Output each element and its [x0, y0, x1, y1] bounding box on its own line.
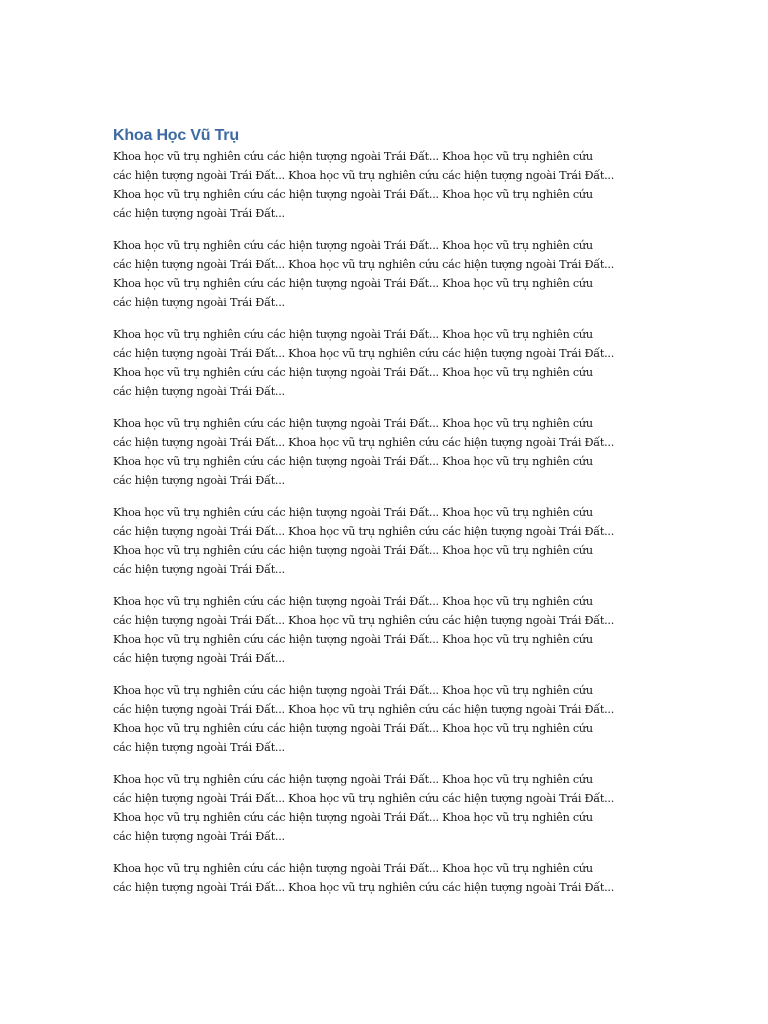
paragraph-line: Khoa học vũ trụ nghiên cứu các hiện tượng ngoài Trái Đất... Khoa học vũ trụ nghiên cứu — [113, 188, 593, 201]
document-title: Khoa Học Vũ Trụ — [113, 127, 239, 144]
paragraph-line: các hiện tượng ngoài Trái Đất... — [113, 296, 285, 309]
paragraph-line: Khoa học vũ trụ nghiên cứu các hiện tượng ngoài Trái Đất... Khoa học vũ trụ nghiên cứu — [113, 544, 593, 557]
paragraph-line: các hiện tượng ngoài Trái Đất... Khoa học vũ trụ nghiên cứu các hiện tượng ngoài Trái Đất... — [113, 525, 614, 538]
paragraph-line: các hiện tượng ngoài Trái Đất... — [113, 652, 285, 665]
paragraph-line: Khoa học vũ trụ nghiên cứu các hiện tượng ngoài Trái Đất... Khoa học vũ trụ nghiên cứu — [113, 773, 593, 786]
paragraph — [113, 325, 673, 401]
paragraph-line: các hiện tượng ngoài Trái Đất... Khoa học vũ trụ nghiên cứu các hiện tượng ngoài Trái Đất... — [113, 169, 614, 182]
paragraph — [113, 147, 673, 223]
paragraph-line: Khoa học vũ trụ nghiên cứu các hiện tượng ngoài Trái Đất... Khoa học vũ trụ nghiên cứu — [113, 328, 593, 341]
paragraph-line: Khoa học vũ trụ nghiên cứu các hiện tượng ngoài Trái Đất... Khoa học vũ trụ nghiên cứu — [113, 633, 593, 646]
paragraph-line: các hiện tượng ngoài Trái Đất... Khoa học vũ trụ nghiên cứu các hiện tượng ngoài Trái Đất... — [113, 258, 614, 271]
paragraph — [113, 681, 673, 757]
paragraph-line: các hiện tượng ngoài Trái Đất... Khoa học vũ trụ nghiên cứu các hiện tượng ngoài Trái Đất... — [113, 881, 614, 894]
paragraph-line: Khoa học vũ trụ nghiên cứu các hiện tượng ngoài Trái Đất... Khoa học vũ trụ nghiên cứu — [113, 811, 593, 824]
paragraph — [113, 414, 673, 490]
paragraph-line: Khoa học vũ trụ nghiên cứu các hiện tượng ngoài Trái Đất... Khoa học vũ trụ nghiên cứu — [113, 722, 593, 735]
paragraph-line: Khoa học vũ trụ nghiên cứu các hiện tượng ngoài Trái Đất... Khoa học vũ trụ nghiên cứu — [113, 684, 593, 697]
paragraph — [113, 236, 673, 312]
paragraph-line: Khoa học vũ trụ nghiên cứu các hiện tượng ngoài Trái Đất... Khoa học vũ trụ nghiên cứu — [113, 150, 593, 163]
paragraph-line: các hiện tượng ngoài Trái Đất... Khoa học vũ trụ nghiên cứu các hiện tượng ngoài Trái Đất... — [113, 347, 614, 360]
paragraph-line: Khoa học vũ trụ nghiên cứu các hiện tượng ngoài Trái Đất... Khoa học vũ trụ nghiên cứu — [113, 595, 593, 608]
paragraph-line: các hiện tượng ngoài Trái Đất... — [113, 741, 285, 754]
paragraph-line: Khoa học vũ trụ nghiên cứu các hiện tượng ngoài Trái Đất... Khoa học vũ trụ nghiên cứu — [113, 417, 593, 430]
paragraph — [113, 770, 673, 846]
paragraph-line: các hiện tượng ngoài Trái Đất... — [113, 830, 285, 843]
paragraph-line: Khoa học vũ trụ nghiên cứu các hiện tượng ngoài Trái Đất... Khoa học vũ trụ nghiên cứu — [113, 239, 593, 252]
paragraph-line: Khoa học vũ trụ nghiên cứu các hiện tượng ngoài Trái Đất... Khoa học vũ trụ nghiên cứu — [113, 862, 593, 875]
paragraph-line: các hiện tượng ngoài Trái Đất... Khoa học vũ trụ nghiên cứu các hiện tượng ngoài Trái Đất... — [113, 614, 614, 627]
paragraph — [113, 503, 673, 579]
paragraph-line: Khoa học vũ trụ nghiên cứu các hiện tượng ngoài Trái Đất... Khoa học vũ trụ nghiên cứu — [113, 455, 593, 468]
paragraph — [113, 592, 673, 668]
paragraph-line: các hiện tượng ngoài Trái Đất... — [113, 474, 285, 487]
paragraph-line: các hiện tượng ngoài Trái Đất... — [113, 563, 285, 576]
paragraph-line: các hiện tượng ngoài Trái Đất... — [113, 385, 285, 398]
paragraph-line: Khoa học vũ trụ nghiên cứu các hiện tượng ngoài Trái Đất... Khoa học vũ trụ nghiên cứu — [113, 277, 593, 290]
paragraph-line: Khoa học vũ trụ nghiên cứu các hiện tượng ngoài Trái Đất... Khoa học vũ trụ nghiên cứu — [113, 366, 593, 379]
paragraph-line: các hiện tượng ngoài Trái Đất... Khoa học vũ trụ nghiên cứu các hiện tượng ngoài Trái Đất... — [113, 436, 614, 449]
paragraph — [113, 859, 673, 897]
paragraph-line: các hiện tượng ngoài Trái Đất... Khoa học vũ trụ nghiên cứu các hiện tượng ngoài Trái Đất... — [113, 792, 614, 805]
document-body — [113, 147, 673, 897]
paragraph-line: các hiện tượng ngoài Trái Đất... — [113, 207, 285, 220]
paragraph-line: các hiện tượng ngoài Trái Đất... Khoa học vũ trụ nghiên cứu các hiện tượng ngoài Trái Đất... — [113, 703, 614, 716]
paragraph-line: Khoa học vũ trụ nghiên cứu các hiện tượng ngoài Trái Đất... Khoa học vũ trụ nghiên cứu — [113, 506, 593, 519]
document-page — [113, 125, 673, 910]
